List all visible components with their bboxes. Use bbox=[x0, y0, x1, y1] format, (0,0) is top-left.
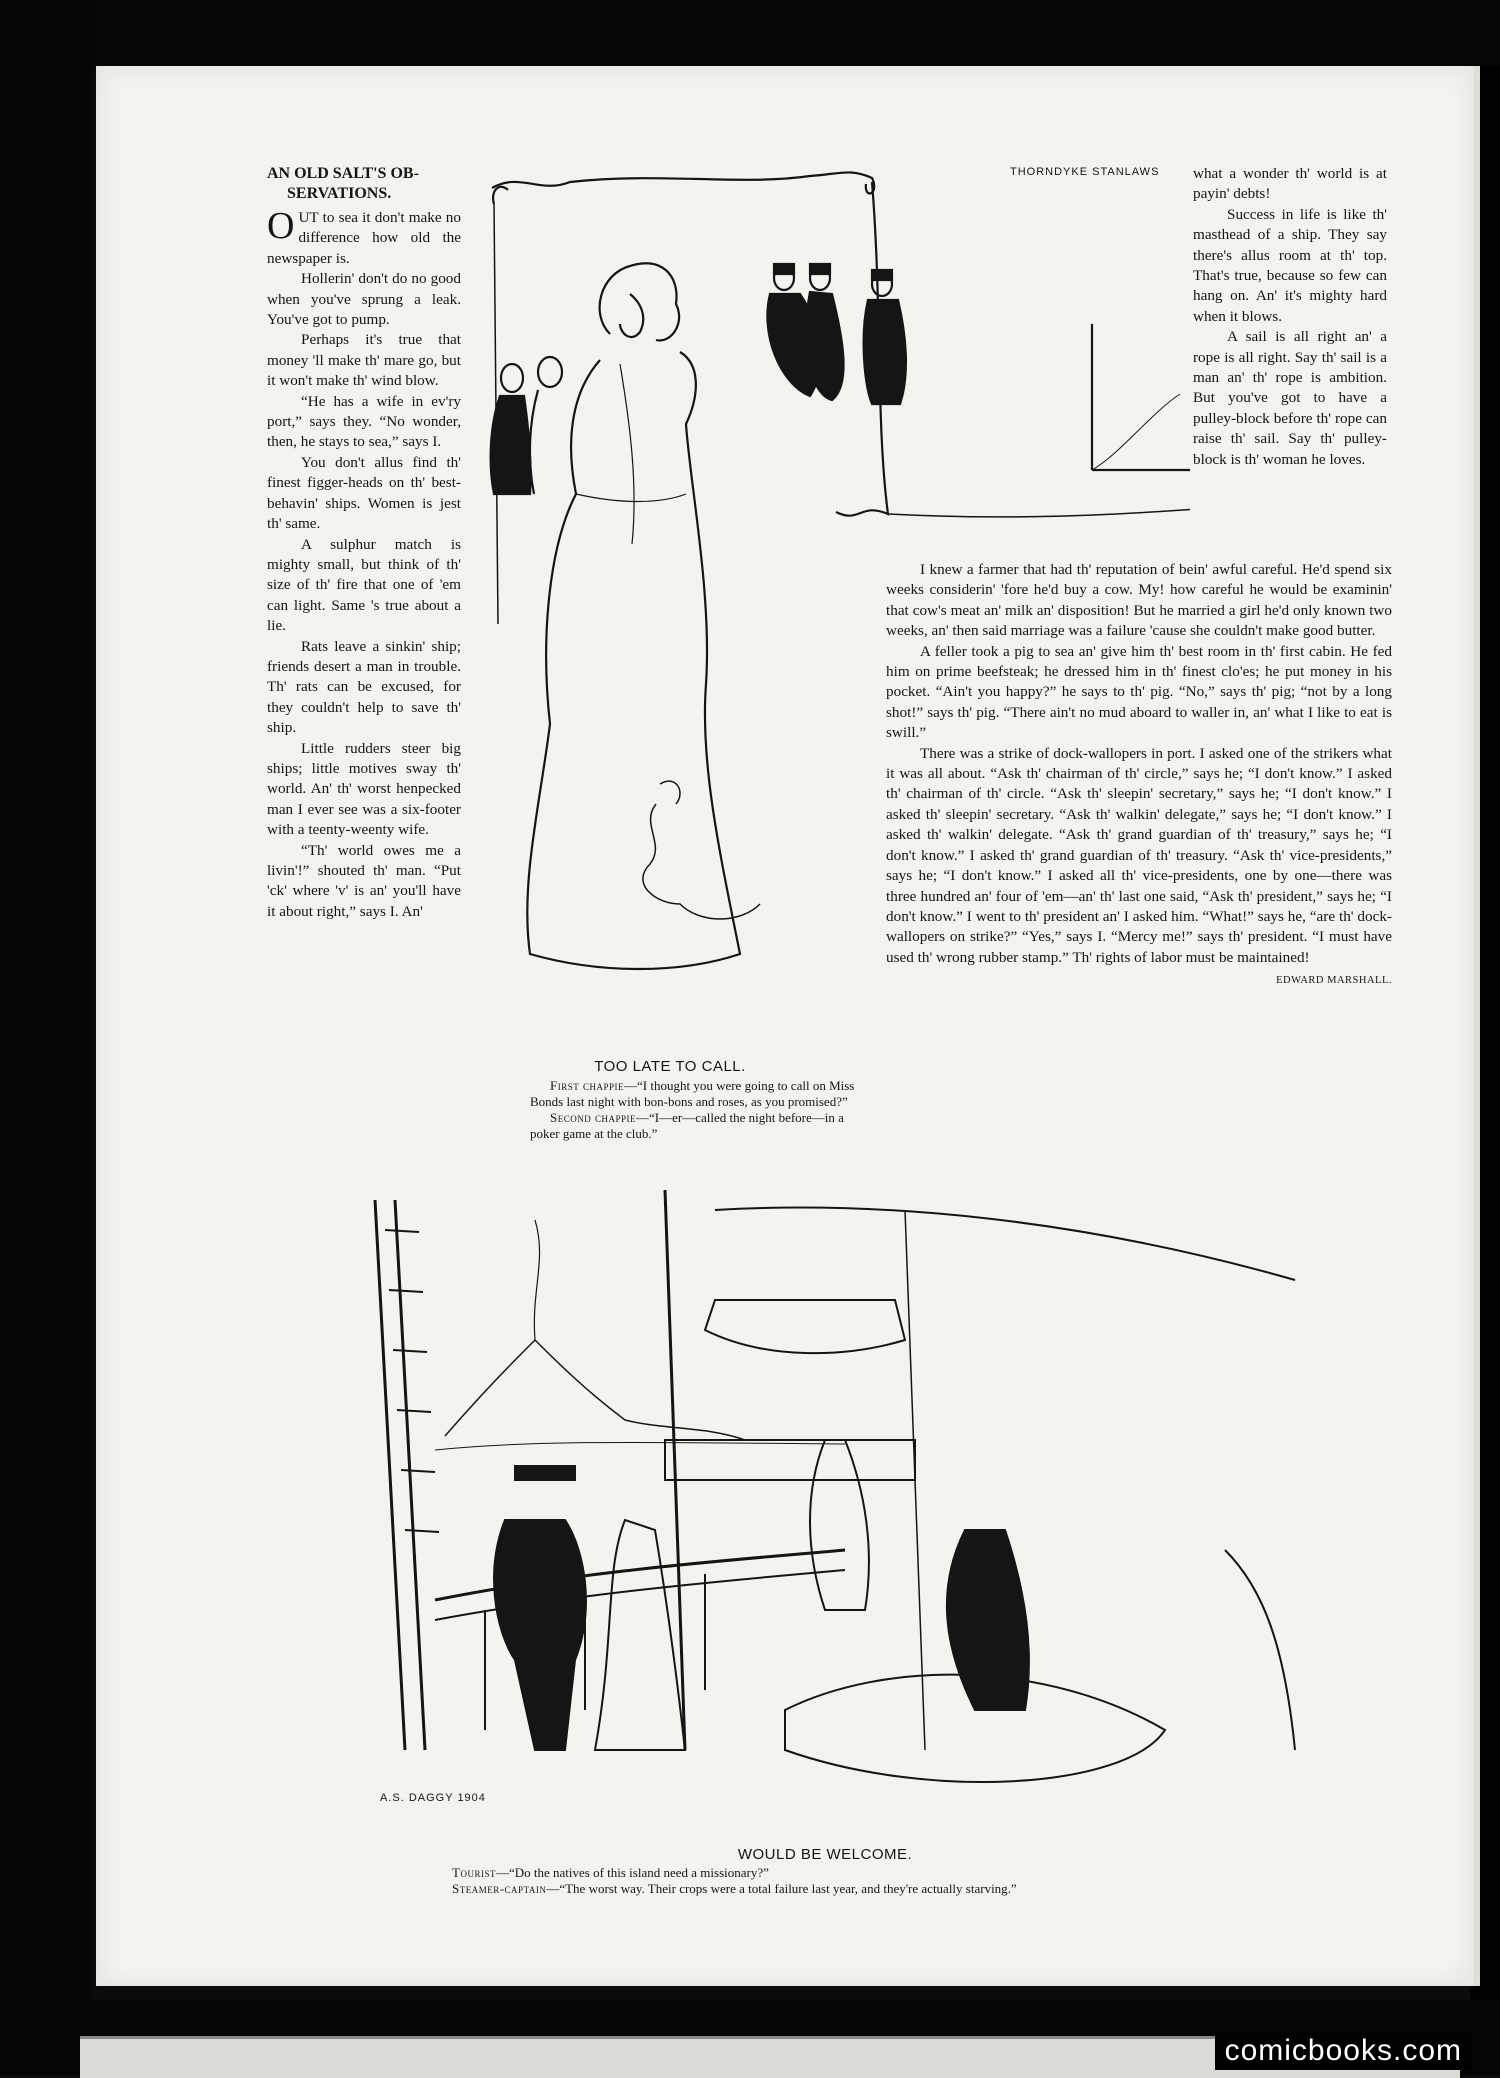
article-paragraph: Rats leave a sinkin' ship; friends desert a man in trouble. Th' rats can be excused, for they couldn't help to save th' ship. bbox=[267, 637, 461, 737]
article-paragraph: A sulphur match is mighty small, but think of th' size of th' fire that one of 'em can light. Same 's true about a lie. bbox=[267, 535, 461, 635]
speaker-label: First chappie bbox=[550, 1078, 624, 1093]
illustration-would-be-welcome bbox=[285, 1190, 1410, 1835]
drop-cap: O bbox=[267, 205, 295, 247]
article-paragraph: There was a strike of dock-wallopers in port. I asked one of the strikers what it was all about. “Ask th' chairman of th' circle,” says he; “I don't know.” I asked th' chairman of th' circle. “Ask th' sleepin' secretary,” says he; “I don't know.” I asked th' sleepin' secretary. “Ask th' walkin' delegate,” says he; “I don't know.” I asked th' walkin' delegate. “Ask th' grand guardian of th' treasury,” says he; “I don't know.” I asked th' grand guardian of th' treasury. “Ask th' vice-presidents,” says he; “I don't know.” I asked all th' vice-presidents, one by one—there was three hundred an' four of 'em—an' th' last one said, “Ask th' president,” says he; “I don't know.” I went to th' president an' I asked him. “What!” says he, “are th' dock-wallopers on strike?” “Yes,” says I. “Mercy me!” says th' president. “I must have used th' wrong rubber stamp.” Th' rights of labor must be maintained! EDWARD MARSHALL. bbox=[886, 744, 1392, 968]
article-column-right bbox=[1193, 164, 1387, 470]
artist-signature-top: THORNDYKE STANLAWS bbox=[1010, 166, 1160, 178]
article-paragraph: A sail is all right an' a rope is all right. Say th' sail is a man an' th' rope is ambition. But you've got to have a pulley-block before th' rope can raise th' sail. Say th' pulley-block is th' woman he loves. bbox=[1193, 328, 1387, 468]
article-paragraph: OUT to sea it don't make no difference how old the newspaper is. bbox=[267, 205, 461, 267]
article-paragraph: “Th' world owes me a livin'!” shouted th' man. “Put 'ck' where 'v' is an' you'll have it about right,” says I. An' bbox=[267, 841, 461, 920]
artist-signature-bottom: A.S. DAGGY 1904 bbox=[380, 1792, 486, 1804]
illustration-too-late-to-call bbox=[480, 164, 1190, 1056]
speaker-label: Steamer-captain bbox=[452, 1881, 547, 1896]
article-paragraph: Success in life is like th' masthead of a ship. They say there's allus room at th' top. That's true, because so few can hang on. An' it's mighty hard when it blows. bbox=[1193, 205, 1387, 325]
site-watermark: comicbooks.com bbox=[1215, 2032, 1472, 2070]
scan-left-border bbox=[0, 0, 92, 2075]
caption-text-top: First chappie—“I thought you were going to call on Miss Bonds last night with bon-bons and roses, as you promised?” Second chappie—“I—er—called the night before—in a poker game at the club.” bbox=[530, 1078, 855, 1141]
article-paragraph: Perhaps it's true that money 'll make th' mare go, but it won't make th' wind blow. bbox=[267, 331, 461, 390]
article-paragraph: what a wonder th' world is at payin' debts! bbox=[1193, 165, 1387, 203]
article-paragraph: “He has a wife in ev'ry port,” says they. “No wonder, then, he stays to sea,” says I. bbox=[267, 392, 461, 451]
speaker-label: Tourist bbox=[452, 1865, 496, 1880]
article-headline bbox=[267, 164, 461, 204]
headline-line2: SERVATIONS. bbox=[287, 185, 392, 202]
caption-text-bottom: Tourist—“Do the natives of this island need a missionary?” Steamer-captain—“The worst way. Their crops were a total failure last year, and they're actually starving.” bbox=[452, 1865, 1017, 1896]
article-paragraph: A feller took a pig to sea an' give him th' best room in th' first cabin. He fed him on prime beefsteak; he dressed him in th' finest clo'es; he put money in his pocket. “Ain't you happy?” he says to th' pig. “No,” says th' pig; “not by a long shot!” says th' pig. “There ain't no mud aboard to waller in, an' what I like to eat is swill.” bbox=[886, 642, 1392, 742]
article-paragraph: You don't allus find th' finest figger-heads on th' best-behavin' ships. Women is jest th' same. bbox=[267, 453, 461, 533]
article-paragraph: Hollerin' don't do no good when you've sprung a leak. You've got to pump. bbox=[267, 270, 461, 329]
caption-title-bottom: WOULD BE WELCOME. bbox=[737, 1846, 913, 1863]
caption-title-top: TOO LATE TO CALL. bbox=[594, 1058, 746, 1075]
article-column-left bbox=[267, 164, 461, 922]
author-signature: EDWARD MARSHALL. bbox=[1276, 975, 1392, 987]
article-paragraph: I knew a farmer that had th' reputation of bein' awful careful. He'd spend six weeks considerin' 'fore he'd buy a cow. My! how careful he would be examinin' that cow's meat an' milk an' disposition! But he married a girl he'd only known two weeks, an' then said marriage was a failure 'cause she couldn't make good butter. bbox=[886, 561, 1392, 640]
scan-top-border bbox=[0, 0, 1500, 66]
article-paragraph: Little rudders steer big ships; little motives sway th' world. An' th' worst henpecked man I ever see was a six-footer with a teenty-weenty wife. bbox=[267, 739, 461, 839]
headline-line1: AN OLD SALT'S OB- bbox=[267, 165, 419, 182]
speaker-label: Second chappie bbox=[550, 1110, 636, 1125]
